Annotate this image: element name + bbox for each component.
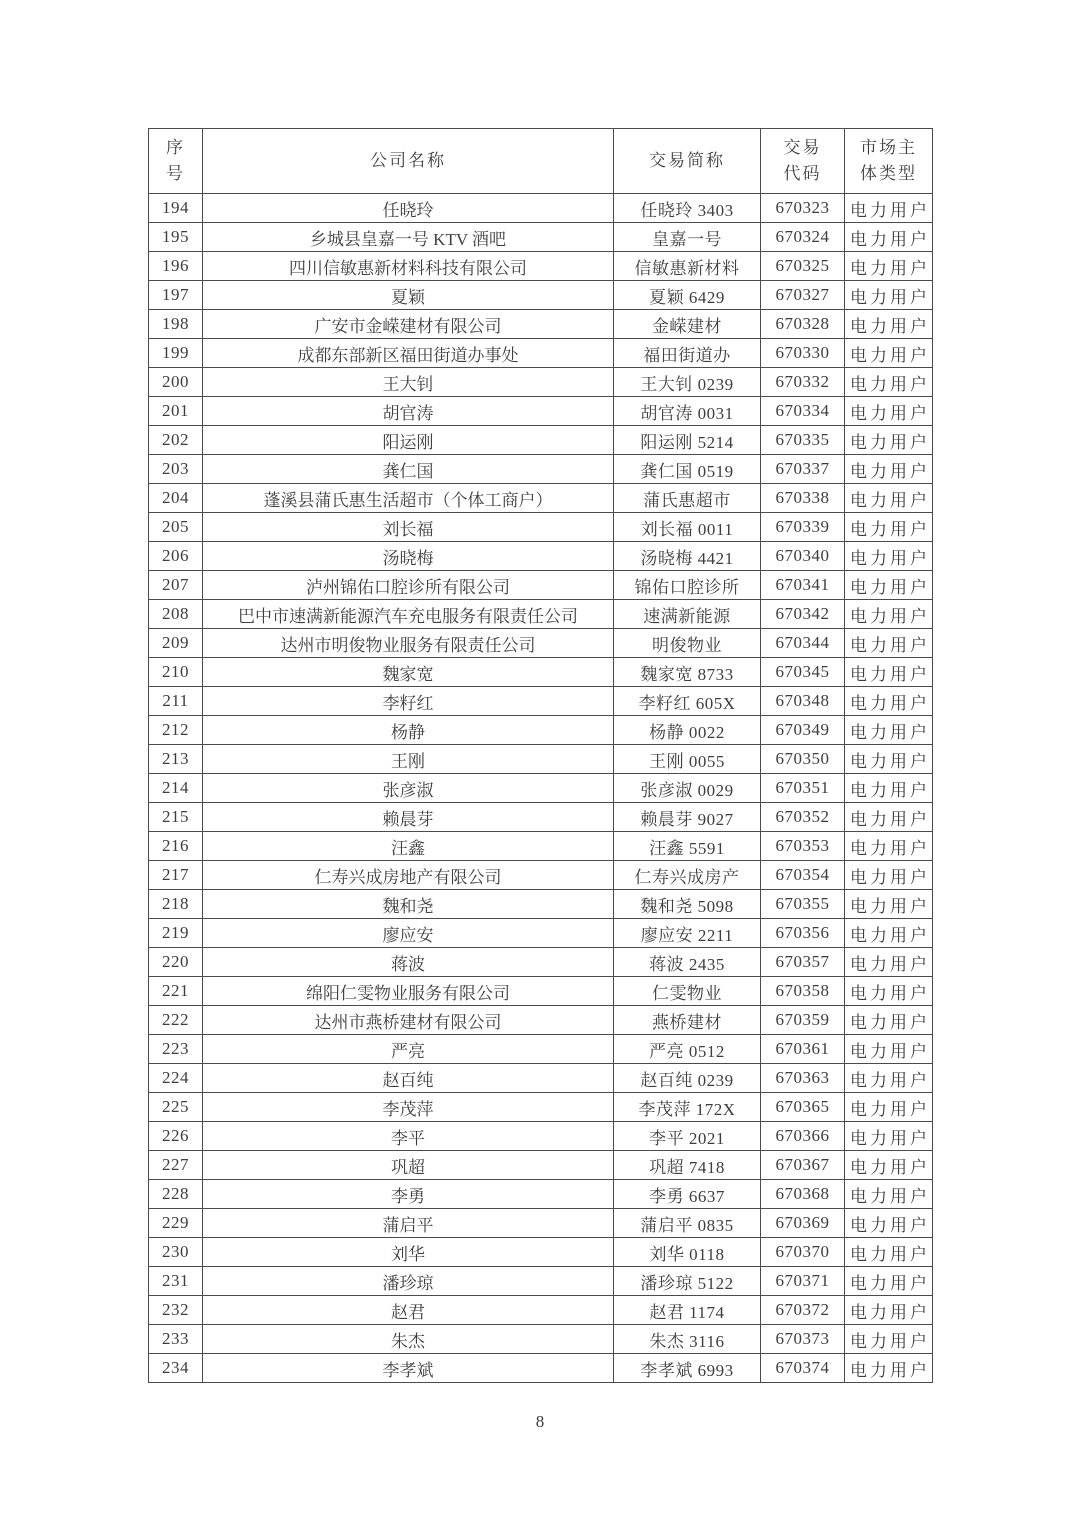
cell-type: 电力用户: [845, 426, 933, 455]
cell-seq: 232: [149, 1296, 203, 1325]
column-header-code: 交易 代码: [761, 129, 845, 194]
cell-seq: 225: [149, 1093, 203, 1122]
cell-type: 电力用户: [845, 832, 933, 861]
cell-seq: 211: [149, 687, 203, 716]
cell-company: 四川信敏惠新材料科技有限公司: [203, 252, 614, 281]
cell-code: 670327: [761, 281, 845, 310]
cell-seq: 230: [149, 1238, 203, 1267]
cell-company: 任晓玲: [203, 194, 614, 223]
cell-company: 李平: [203, 1122, 614, 1151]
table-row: [149, 977, 933, 1006]
cell-code: 670340: [761, 542, 845, 571]
table-row: [149, 426, 933, 455]
cell-short-name: 燕桥建材: [614, 1006, 761, 1035]
cell-type: 电力用户: [845, 252, 933, 281]
cell-company: 杨静: [203, 716, 614, 745]
cell-code: 670332: [761, 368, 845, 397]
cell-code: 670358: [761, 977, 845, 1006]
table-body: [149, 194, 933, 1383]
cell-seq: 228: [149, 1180, 203, 1209]
cell-short-name: 王大钊 0239: [614, 368, 761, 397]
cell-short-name: 阳运刚 5214: [614, 426, 761, 455]
cell-seq: 200: [149, 368, 203, 397]
table-row: [149, 600, 933, 629]
table-row: [149, 223, 933, 252]
cell-short-name: 胡官涛 0031: [614, 397, 761, 426]
cell-code: 670373: [761, 1325, 845, 1354]
cell-company: 李籽红: [203, 687, 614, 716]
table-row: [149, 803, 933, 832]
table-row: [149, 339, 933, 368]
cell-short-name: 仁寿兴成房产: [614, 861, 761, 890]
cell-code: 670323: [761, 194, 845, 223]
cell-seq: 234: [149, 1354, 203, 1383]
cell-short-name: 仁雯物业: [614, 977, 761, 1006]
cell-company: 潘珍琼: [203, 1267, 614, 1296]
cell-seq: 204: [149, 484, 203, 513]
cell-company: 乡城县皇嘉一号 KTV 酒吧: [203, 223, 614, 252]
cell-short-name: 赵百纯 0239: [614, 1064, 761, 1093]
cell-type: 电力用户: [845, 1296, 933, 1325]
table-row: [149, 252, 933, 281]
table-row: [149, 629, 933, 658]
cell-company: 李茂萍: [203, 1093, 614, 1122]
table-row: [149, 368, 933, 397]
cell-short-name: 张彦淑 0029: [614, 774, 761, 803]
cell-type: 电力用户: [845, 484, 933, 513]
cell-code: 670338: [761, 484, 845, 513]
cell-seq: 214: [149, 774, 203, 803]
cell-seq: 220: [149, 948, 203, 977]
table-row: [149, 1006, 933, 1035]
cell-type: 电力用户: [845, 1035, 933, 1064]
cell-seq: 203: [149, 455, 203, 484]
cell-company: 魏家宽: [203, 658, 614, 687]
market-entity-registry-table: [148, 128, 933, 1383]
cell-company: 王刚: [203, 745, 614, 774]
cell-type: 电力用户: [845, 861, 933, 890]
cell-short-name: 潘珍琼 5122: [614, 1267, 761, 1296]
cell-short-name: 赖晨芽 9027: [614, 803, 761, 832]
cell-company: 胡官涛: [203, 397, 614, 426]
cell-seq: 208: [149, 600, 203, 629]
cell-company: 张彦淑: [203, 774, 614, 803]
cell-company: 达州市明俊物业服务有限责任公司: [203, 629, 614, 658]
cell-seq: 213: [149, 745, 203, 774]
cell-code: 670368: [761, 1180, 845, 1209]
cell-code: 670369: [761, 1209, 845, 1238]
cell-type: 电力用户: [845, 600, 933, 629]
table-row: [149, 194, 933, 223]
cell-short-name: 龚仁国 0519: [614, 455, 761, 484]
table-row: [149, 1064, 933, 1093]
cell-code: 670363: [761, 1064, 845, 1093]
cell-code: 670349: [761, 716, 845, 745]
cell-company: 成都东部新区福田街道办事处: [203, 339, 614, 368]
cell-code: 670365: [761, 1093, 845, 1122]
cell-short-name: 李籽红 605X: [614, 687, 761, 716]
cell-code: 670352: [761, 803, 845, 832]
table-row: [149, 1180, 933, 1209]
cell-seq: 209: [149, 629, 203, 658]
cell-short-name: 刘华 0118: [614, 1238, 761, 1267]
cell-code: 670357: [761, 948, 845, 977]
cell-type: 电力用户: [845, 687, 933, 716]
cell-code: 670370: [761, 1238, 845, 1267]
cell-seq: 223: [149, 1035, 203, 1064]
cell-type: 电力用户: [845, 629, 933, 658]
cell-type: 电力用户: [845, 658, 933, 687]
cell-type: 电力用户: [845, 1180, 933, 1209]
cell-company: 汪鑫: [203, 832, 614, 861]
cell-code: 670372: [761, 1296, 845, 1325]
cell-short-name: 蒲氏惠超市: [614, 484, 761, 513]
table-row: [149, 687, 933, 716]
cell-type: 电力用户: [845, 1267, 933, 1296]
column-header-seq: 序 号: [149, 129, 203, 194]
table-row: [149, 861, 933, 890]
table-row: [149, 1093, 933, 1122]
cell-code: 670367: [761, 1151, 845, 1180]
page-number: 8: [535, 1412, 545, 1431]
cell-code: 670345: [761, 658, 845, 687]
cell-code: 670354: [761, 861, 845, 890]
table-row: [149, 513, 933, 542]
cell-seq: 224: [149, 1064, 203, 1093]
cell-short-name: 李勇 6637: [614, 1180, 761, 1209]
table-row: [149, 281, 933, 310]
cell-seq: 221: [149, 977, 203, 1006]
cell-code: 670337: [761, 455, 845, 484]
cell-company: 赵君: [203, 1296, 614, 1325]
table-row: [149, 1267, 933, 1296]
cell-code: 670324: [761, 223, 845, 252]
column-header-type: 市场主 体类型: [845, 129, 933, 194]
cell-company: 蓬溪县蒲氏惠生活超市（个体工商户）: [203, 484, 614, 513]
cell-seq: 229: [149, 1209, 203, 1238]
cell-short-name: 汤晓梅 4421: [614, 542, 761, 571]
cell-short-name: 锦佑口腔诊所: [614, 571, 761, 600]
cell-short-name: 李平 2021: [614, 1122, 761, 1151]
cell-company: 刘长福: [203, 513, 614, 542]
cell-company: 蒲启平: [203, 1209, 614, 1238]
cell-seq: 194: [149, 194, 203, 223]
cell-seq: 195: [149, 223, 203, 252]
cell-short-name: 速满新能源: [614, 600, 761, 629]
cell-type: 电力用户: [845, 919, 933, 948]
cell-code: 670356: [761, 919, 845, 948]
cell-code: 670351: [761, 774, 845, 803]
table-row: [149, 658, 933, 687]
cell-code: 670374: [761, 1354, 845, 1383]
cell-short-name: 刘长福 0011: [614, 513, 761, 542]
cell-company: 夏颖: [203, 281, 614, 310]
cell-company: 李勇: [203, 1180, 614, 1209]
cell-company: 仁寿兴成房地产有限公司: [203, 861, 614, 890]
cell-seq: 219: [149, 919, 203, 948]
cell-type: 电力用户: [845, 339, 933, 368]
cell-code: 670330: [761, 339, 845, 368]
cell-short-name: 皇嘉一号: [614, 223, 761, 252]
cell-code: 670328: [761, 310, 845, 339]
cell-company: 巴中市速满新能源汽车充电服务有限责任公司: [203, 600, 614, 629]
cell-short-name: 福田街道办: [614, 339, 761, 368]
cell-short-name: 杨静 0022: [614, 716, 761, 745]
table-header-row: [149, 129, 933, 194]
cell-code: 670371: [761, 1267, 845, 1296]
cell-company: 刘华: [203, 1238, 614, 1267]
cell-short-name: 魏和尧 5098: [614, 890, 761, 919]
cell-short-name: 巩超 7418: [614, 1151, 761, 1180]
cell-seq: 212: [149, 716, 203, 745]
table-row: [149, 542, 933, 571]
table-row: [149, 716, 933, 745]
table-row: [149, 310, 933, 339]
cell-short-name: 赵君 1174: [614, 1296, 761, 1325]
cell-type: 电力用户: [845, 310, 933, 339]
cell-short-name: 信敏惠新材料: [614, 252, 761, 281]
cell-code: 670353: [761, 832, 845, 861]
cell-seq: 215: [149, 803, 203, 832]
cell-type: 电力用户: [845, 803, 933, 832]
cell-company: 魏和尧: [203, 890, 614, 919]
cell-code: 670342: [761, 600, 845, 629]
cell-short-name: 金嵘建材: [614, 310, 761, 339]
cell-seq: 231: [149, 1267, 203, 1296]
table-row: [149, 1151, 933, 1180]
cell-seq: 210: [149, 658, 203, 687]
cell-type: 电力用户: [845, 1122, 933, 1151]
cell-type: 电力用户: [845, 281, 933, 310]
cell-code: 670359: [761, 1006, 845, 1035]
cell-company: 李孝斌: [203, 1354, 614, 1383]
cell-short-name: 李茂萍 172X: [614, 1093, 761, 1122]
cell-type: 电力用户: [845, 948, 933, 977]
cell-company: 汤晓梅: [203, 542, 614, 571]
cell-company: 王大钊: [203, 368, 614, 397]
cell-short-name: 夏颖 6429: [614, 281, 761, 310]
cell-code: 670339: [761, 513, 845, 542]
cell-company: 巩超: [203, 1151, 614, 1180]
cell-seq: 202: [149, 426, 203, 455]
cell-short-name: 蒋波 2435: [614, 948, 761, 977]
table-row: [149, 571, 933, 600]
cell-code: 670350: [761, 745, 845, 774]
table-row: [149, 774, 933, 803]
table-row: [149, 832, 933, 861]
table-row: [149, 1354, 933, 1383]
cell-type: 电力用户: [845, 1238, 933, 1267]
cell-seq: 216: [149, 832, 203, 861]
cell-company: 龚仁国: [203, 455, 614, 484]
cell-short-name: 王刚 0055: [614, 745, 761, 774]
table-row: [149, 948, 933, 977]
cell-type: 电力用户: [845, 1209, 933, 1238]
cell-type: 电力用户: [845, 455, 933, 484]
cell-company: 赖晨芽: [203, 803, 614, 832]
cell-type: 电力用户: [845, 716, 933, 745]
cell-code: 670335: [761, 426, 845, 455]
column-header-short: 交易简称: [614, 129, 761, 194]
cell-company: 泸州锦佑口腔诊所有限公司: [203, 571, 614, 600]
table-row: [149, 745, 933, 774]
cell-code: 670366: [761, 1122, 845, 1151]
cell-code: 670355: [761, 890, 845, 919]
cell-company: 赵百纯: [203, 1064, 614, 1093]
table-row: [149, 919, 933, 948]
cell-seq: 226: [149, 1122, 203, 1151]
cell-company: 阳运刚: [203, 426, 614, 455]
cell-type: 电力用户: [845, 1325, 933, 1354]
cell-company: 蒋波: [203, 948, 614, 977]
cell-code: 670325: [761, 252, 845, 281]
cell-seq: 205: [149, 513, 203, 542]
table-row: [149, 1122, 933, 1151]
cell-company: 严亮: [203, 1035, 614, 1064]
cell-type: 电力用户: [845, 1006, 933, 1035]
cell-seq: 227: [149, 1151, 203, 1180]
cell-company: 朱杰: [203, 1325, 614, 1354]
cell-short-name: 明俊物业: [614, 629, 761, 658]
cell-type: 电力用户: [845, 1064, 933, 1093]
cell-company: 廖应安: [203, 919, 614, 948]
cell-type: 电力用户: [845, 542, 933, 571]
cell-type: 电力用户: [845, 774, 933, 803]
cell-type: 电力用户: [845, 1093, 933, 1122]
cell-code: 670361: [761, 1035, 845, 1064]
cell-type: 电力用户: [845, 745, 933, 774]
table-row: [149, 1035, 933, 1064]
column-header-company: 公司名称: [203, 129, 614, 194]
cell-seq: 206: [149, 542, 203, 571]
cell-seq: 201: [149, 397, 203, 426]
cell-company: 广安市金嵘建材有限公司: [203, 310, 614, 339]
cell-seq: 233: [149, 1325, 203, 1354]
table-row: [149, 1325, 933, 1354]
cell-type: 电力用户: [845, 890, 933, 919]
cell-seq: 198: [149, 310, 203, 339]
cell-seq: 218: [149, 890, 203, 919]
table-row: [149, 1296, 933, 1325]
table-row: [149, 1209, 933, 1238]
cell-code: 670344: [761, 629, 845, 658]
cell-code: 670341: [761, 571, 845, 600]
table-row: [149, 455, 933, 484]
cell-type: 电力用户: [845, 1151, 933, 1180]
cell-seq: 217: [149, 861, 203, 890]
cell-type: 电力用户: [845, 513, 933, 542]
cell-type: 电力用户: [845, 397, 933, 426]
cell-short-name: 蒲启平 0835: [614, 1209, 761, 1238]
cell-type: 电力用户: [845, 194, 933, 223]
cell-code: 670348: [761, 687, 845, 716]
cell-seq: 196: [149, 252, 203, 281]
cell-short-name: 魏家宽 8733: [614, 658, 761, 687]
cell-type: 电力用户: [845, 368, 933, 397]
cell-short-name: 任晓玲 3403: [614, 194, 761, 223]
cell-company: 达州市燕桥建材有限公司: [203, 1006, 614, 1035]
cell-seq: 222: [149, 1006, 203, 1035]
cell-short-name: 廖应安 2211: [614, 919, 761, 948]
table-row: [149, 890, 933, 919]
cell-short-name: 严亮 0512: [614, 1035, 761, 1064]
cell-type: 电力用户: [845, 977, 933, 1006]
cell-code: 670334: [761, 397, 845, 426]
cell-seq: 207: [149, 571, 203, 600]
cell-type: 电力用户: [845, 571, 933, 600]
cell-type: 电力用户: [845, 1354, 933, 1383]
cell-type: 电力用户: [845, 223, 933, 252]
table-row: [149, 484, 933, 513]
cell-seq: 199: [149, 339, 203, 368]
cell-short-name: 汪鑫 5591: [614, 832, 761, 861]
table-row: [149, 1238, 933, 1267]
cell-short-name: 李孝斌 6993: [614, 1354, 761, 1383]
table-row: [149, 397, 933, 426]
cell-seq: 197: [149, 281, 203, 310]
cell-short-name: 朱杰 3116: [614, 1325, 761, 1354]
cell-company: 绵阳仁雯物业服务有限公司: [203, 977, 614, 1006]
